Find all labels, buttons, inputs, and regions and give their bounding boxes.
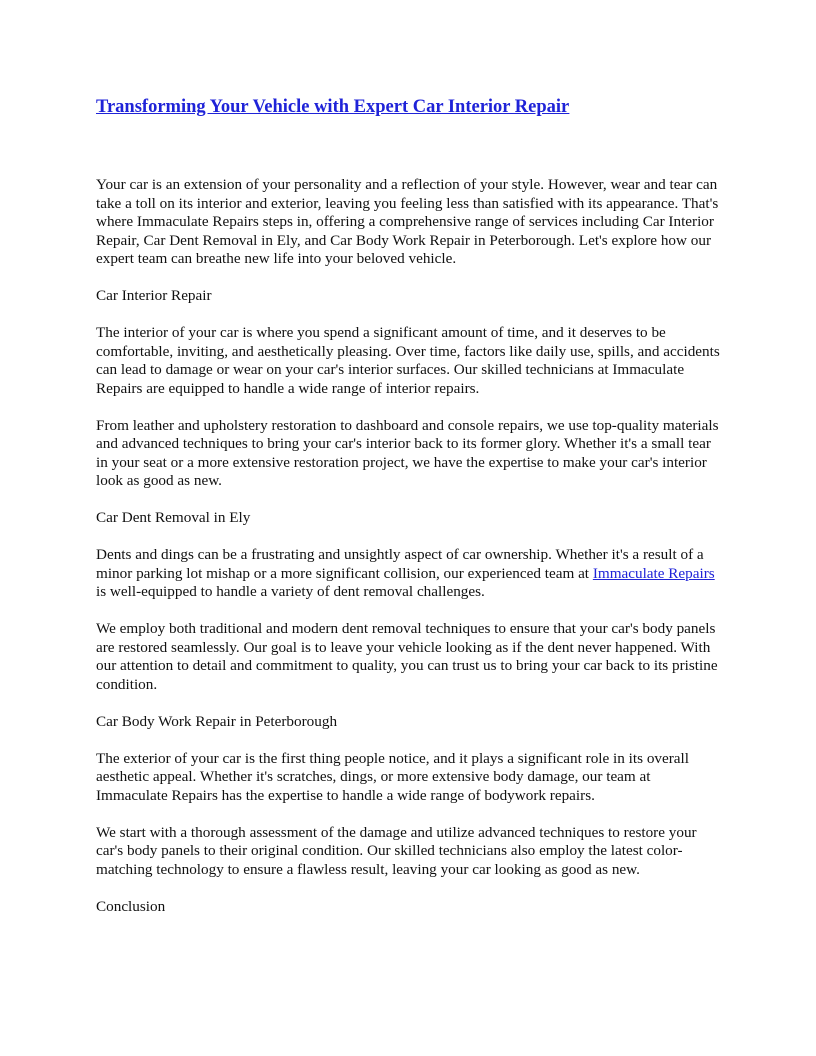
bodywork-paragraph-2: We start with a thorough assessment of the damage and utilize advanced techniques to restore your car's body panels to their original condition. Our skilled technicians also employ the latest color-matching technology to ensure a flawless result, leaving your car looking as good as new.: [96, 823, 697, 878]
title-link[interactable]: Transforming Your Vehicle with Expert Car Interior Repair: [96, 97, 570, 117]
section-heading-interior: Car Interior Repair: [96, 287, 212, 304]
section-heading-dent-removal: Car Dent Removal in Ely: [96, 509, 251, 526]
dent-paragraph-1-end: is well-equipped to handle a variety of dent removal challenges.: [96, 583, 485, 600]
dent-paragraph-2: We employ both traditional and modern dent removal techniques to ensure that your car's body panels are restored seamlessly. Our goal is to leave your vehicle looking as if the dent never happened. With our attention to detail and commitment to quality, you can trust us to bring your car back to its pristine condition.: [96, 620, 718, 693]
page-title[interactable]: [96, 96, 726, 118]
bodywork-paragraph-1: The exterior of your car is the first thing people notice, and it plays a significant role in its overall aesthetic appeal. Whether it's scratches, dings, or more extensive body damage, our team at Immaculate Repairs has the expertise to handle a wide range of bodywork repairs.: [96, 749, 689, 804]
section-heading-body-work: Car Body Work Repair in Peterborough: [96, 712, 338, 730]
document-body: [96, 176, 720, 935]
document-header: [96, 96, 726, 118]
intro-paragraph: Your car is an extension of your personality and a reflection of your style. However, wear and tear can take a toll on its interior and exterior, leaving you feeling less than satisfied with its appearance. That's where Immaculate Repairs steps in, offering a comprehensive range of services including Car Interior Repair, Car Dent Removal in Ely, and Car Body Work Repair in Peterborough. Let's explore how our expert team can breathe new life into your beloved vehicle.: [96, 176, 719, 267]
dent-paragraph-1-start: Dents and dings can be a frustrating and unsightly aspect of car ownership. Whether it's a result of a minor parking lot mishap or a more significant collision, our experienced team at: [96, 546, 704, 582]
immaculate-repairs-link[interactable]: Immaculate Repairs: [592, 564, 715, 582]
interior-paragraph-2: From leather and upholstery restoration to dashboard and console repairs, we use top-quality materials and advanced techniques to bring your car's interior back to its former glory. Whether it's a small tear in your seat or a more extensive restoration project, we have the expertise to make your car's interior look as good as new.: [96, 416, 719, 489]
interior-paragraph-1: The interior of your car is where you spend a significant amount of time, and it deserves to be comfortable, inviting, and aesthetically pleasing. Over time, factors like daily use, spills, and accidents can lead to damage or wear on your car's interior surfaces. Our skilled technicians at Immaculate Repairs are equipped to handle a wide range of interior repairs.: [96, 324, 720, 397]
dent-paragraph-1: [96, 546, 720, 602]
section-heading-conclusion: Conclusion: [96, 897, 166, 915]
